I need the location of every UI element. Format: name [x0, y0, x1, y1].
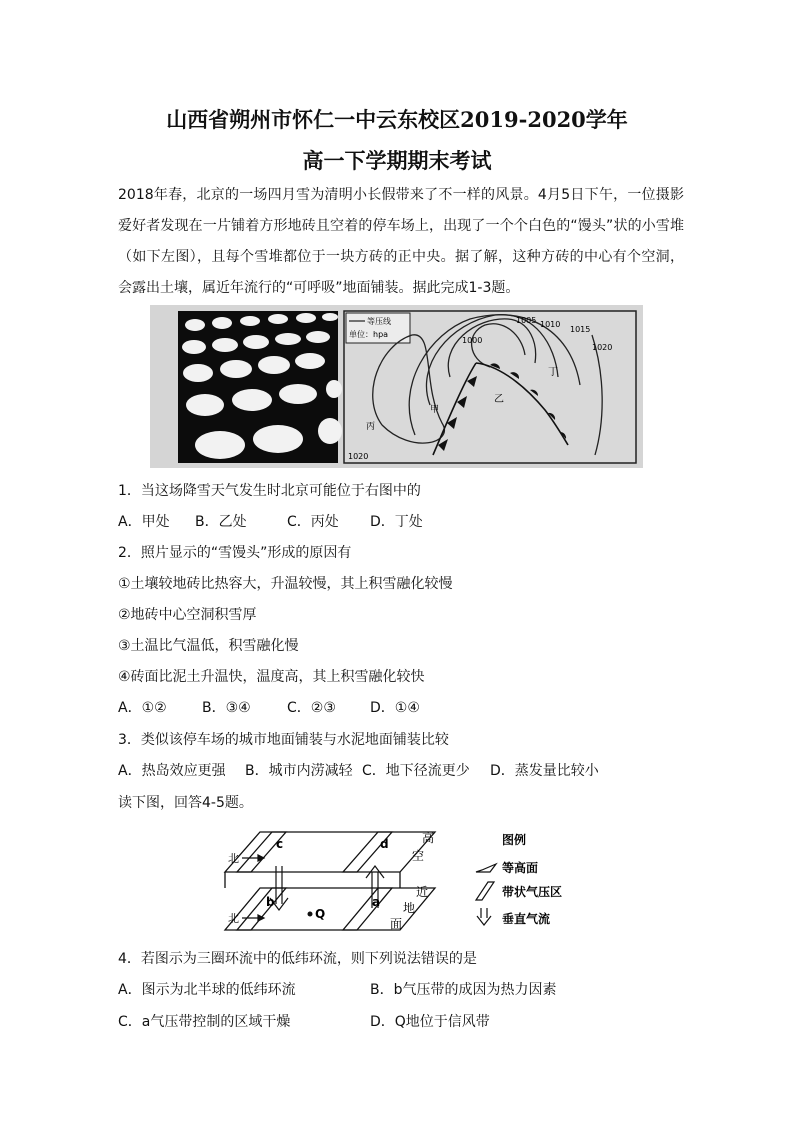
legend-isobaric-plane: 等高面: [502, 861, 539, 875]
q3-option-a[interactable]: A．热岛效应更强: [118, 763, 226, 779]
legend-unit-label: 单位：hpa: [349, 330, 389, 339]
label-c: c: [276, 837, 284, 851]
isobar-label-1005: 1005: [516, 316, 537, 325]
isobar-map: [344, 311, 636, 463]
q2-stem: 2．照片显示的“雪馒头”形成的原因有: [118, 545, 352, 561]
q4-option-d[interactable]: D．Q地位于信风带: [370, 1014, 490, 1030]
q4-option-a[interactable]: A．图示为北半球的低纬环流: [118, 982, 296, 998]
q1-option-c[interactable]: C．丙处: [287, 514, 339, 530]
isobar-label-1020-east: 1020: [592, 343, 613, 352]
q1-option-d[interactable]: D．丁处: [370, 514, 423, 530]
q4-option-c[interactable]: C．a气压带控制的区域干燥: [118, 1014, 291, 1030]
ground-label-3: 面: [390, 917, 403, 931]
ground-label-2: 地: [403, 901, 416, 915]
label-q: Q: [315, 907, 326, 921]
label-b: b: [266, 895, 275, 909]
ground-label-1: 近: [416, 885, 429, 899]
q2-statement-3: ③土温比气温低，积雪融化慢: [118, 638, 299, 654]
figure2-legend: [476, 832, 562, 926]
q2-option-a[interactable]: A．①②: [118, 700, 167, 716]
legend-vertical-airflow: 垂直气流: [502, 912, 551, 926]
isobar-label-1000: 1000: [462, 336, 483, 345]
label-a: a: [372, 895, 381, 909]
q2-statement-1: ①土壤较地砖比热容大，升温较慢，其上积雪融化较慢: [118, 576, 453, 592]
label-d: d: [380, 837, 389, 851]
figure2-svg: [220, 826, 600, 934]
q3-option-b[interactable]: B．城市内涝减轻: [245, 763, 353, 779]
intro-paragraph: 2018年春，北京的一场四月雪为清明小长假带来了不一样的风景。4月5日下午，一位摄影爱好者发现在一片铺着方形地砖且空着的停车场上，出现了一个个白色的“馒头”状的小雪堆（如下左图），且每个雪堆都位于一块方砖的正中央。据了解，这种方砖的中心有个空洞，会露出土壤，属近年流行的“可呼吸”地面铺装。据此完成1-3题。: [118, 187, 684, 296]
read-figure-prompt: 读下图，回答4-5题。: [118, 795, 253, 811]
q4-option-b[interactable]: B．b气压带的成因为热力因素: [370, 982, 557, 998]
legend-title: 图例: [502, 833, 527, 847]
q1-option-b[interactable]: B．乙处: [195, 514, 247, 530]
isobar-label-1020-west: 1020: [348, 452, 369, 461]
place-bing: 丙: [366, 422, 376, 432]
high-label-1: 高: [422, 831, 435, 845]
figure-circulation-diagram: [220, 826, 600, 934]
figure1-svg: [150, 305, 643, 468]
isobaric-plane-icon: [476, 864, 496, 872]
snow-mound-photo: [178, 311, 342, 463]
legend-isobar-label: 等压线: [367, 317, 391, 326]
q4-stem: 4．若图示为三圈环流中的低纬环流，则下列说法错误的是: [118, 951, 477, 967]
vertical-airflow-icon: [477, 908, 491, 925]
q1-stem: 1．当这场降雪天气发生时北京可能位于右图中的: [118, 483, 421, 499]
legend-pressure-belt: 带状气压区: [502, 885, 563, 899]
q1-option-a[interactable]: A．甲处: [118, 514, 170, 530]
q3-stem: 3．类似该停车场的城市地面铺装与水泥地面铺装比较: [118, 732, 449, 748]
q2-option-d[interactable]: D．①④: [370, 700, 420, 716]
q2-statement-4: ④砖面比泥土升温快，温度高，其上积雪融化较快: [118, 669, 425, 685]
q3-option-c[interactable]: C．地下径流更少: [362, 763, 470, 779]
north-label-lower: 北: [228, 912, 239, 925]
north-label-upper: 北: [228, 852, 239, 865]
q2-option-c[interactable]: C．②③: [287, 700, 336, 716]
pressure-belt-icon: [476, 882, 494, 900]
high-label-2: 空: [412, 849, 425, 863]
document-title-line1: 山西省朔州市怀仁一中云东校区2019-2020学年: [166, 107, 628, 132]
q3-option-d[interactable]: D．蒸发量比较小: [490, 763, 599, 779]
place-jia: 甲: [430, 405, 440, 415]
figure-snow-and-isobar-map: [150, 305, 643, 468]
q2-option-b[interactable]: B．③④: [202, 700, 251, 716]
place-yi: 乙: [494, 394, 504, 405]
isobar-label-1010: 1010: [540, 320, 561, 329]
place-ding: 丁: [548, 367, 558, 378]
q2-statement-2: ②地砖中心空洞积雪厚: [118, 607, 257, 623]
document-title-line2: 高一下学期期末考试: [302, 148, 492, 173]
isobar-label-1015: 1015: [570, 325, 591, 334]
